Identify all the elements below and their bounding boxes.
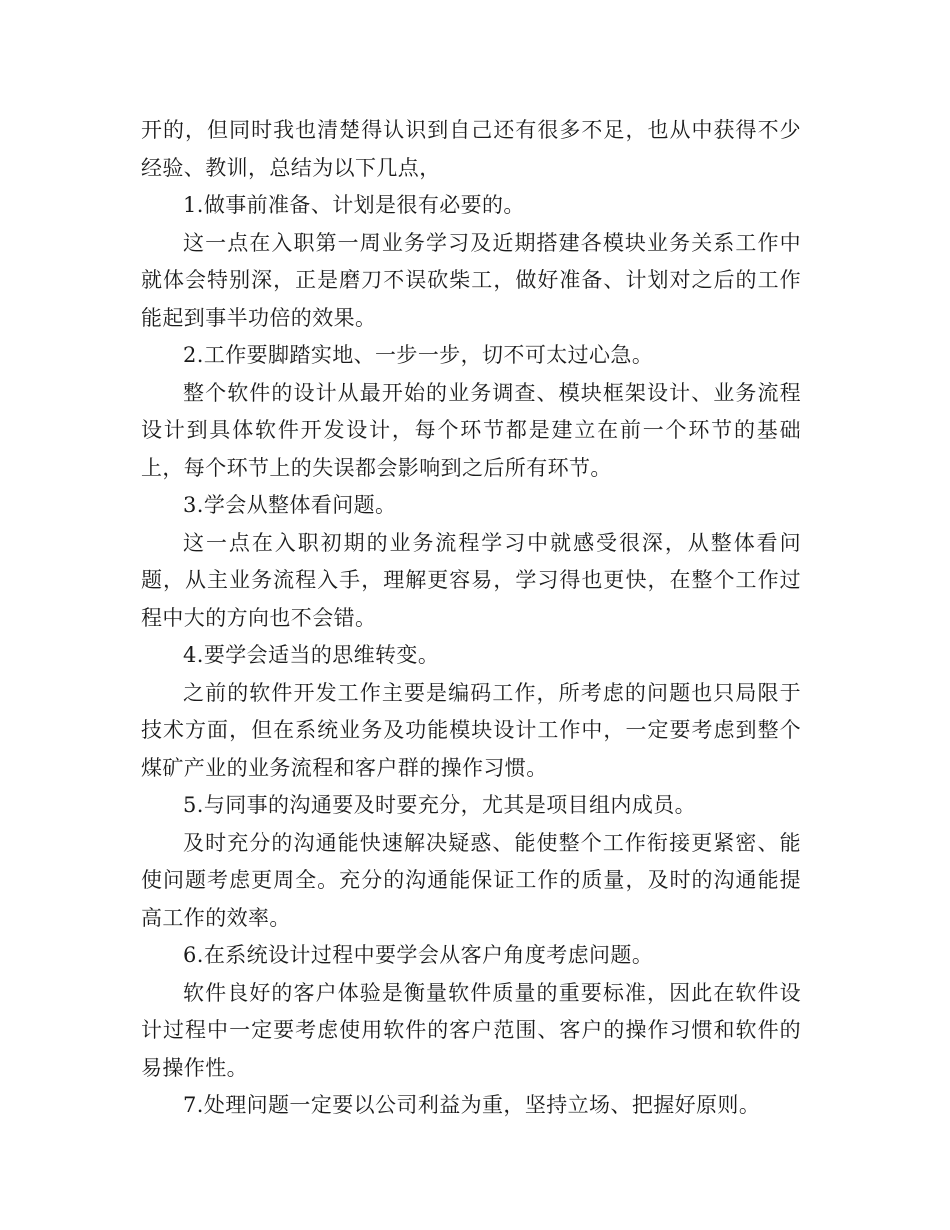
document-body bbox=[141, 112, 801, 1125]
paragraph: 开的，但同时我也清楚得认识到自己还有很多不足，也从中获得不少经验、教训，总结为以下几点， bbox=[141, 118, 801, 180]
list-item-heading: 7.处理问题一定要以公司利益为重，坚持立场、把握好原则。 bbox=[183, 1093, 761, 1117]
list-item-heading: 4.要学会适当的思维转变。 bbox=[183, 643, 440, 667]
list-item-heading: 5.与同事的沟通要及时要充分，尤其是项目组内成员。 bbox=[183, 793, 697, 817]
paragraph: 整个软件的设计从最开始的业务调查、模块框架设计、业务流程设计到具体软件开发设计，每个环节都是建立在前一个环节的基础上，每个环节上的失误都会影响到之后所有环节。 bbox=[141, 380, 801, 480]
list-item-heading: 6.在系统设计过程中要学会从客户角度考虑问题。 bbox=[183, 943, 654, 967]
paragraph: 这一点在入职初期的业务流程学习中就感受很深，从整体看问题，从主业务流程入手，理解更容易，学习得也更快，在整个工作过程中大的方向也不会错。 bbox=[141, 530, 801, 630]
paragraph: 及时充分的沟通能快速解决疑惑、能使整个工作衔接更紧密、能使问题考虑更周全。充分的沟通能保证工作的质量，及时的沟通能提高工作的效率。 bbox=[141, 830, 801, 930]
paragraph: 软件良好的客户体验是衡量软件质量的重要标准，因此在软件设计过程中一定要考虑使用软件的客户范围、客户的操作习惯和软件的易操作性。 bbox=[141, 980, 801, 1080]
list-item-heading: 3.学会从整体看问题。 bbox=[183, 493, 397, 517]
paragraph: 之前的软件开发工作主要是编码工作，所考虑的问题也只局限于技术方面，但在系统业务及功能模块设计工作中，一定要考虑到整个煤矿产业的业务流程和客户群的操作习惯。 bbox=[141, 680, 801, 780]
list-item-heading: 2.工作要脚踏实地、一步一步，切不可太过心急。 bbox=[183, 343, 654, 367]
list-item-heading: 1.做事前准备、计划是很有必要的。 bbox=[183, 193, 525, 217]
paragraph: 这一点在入职第一周业务学习及近期搭建各模块业务关系工作中就体会特别深，正是磨刀不误砍柴工，做好准备、计划对之后的工作能起到事半功倍的效果。 bbox=[141, 230, 801, 330]
